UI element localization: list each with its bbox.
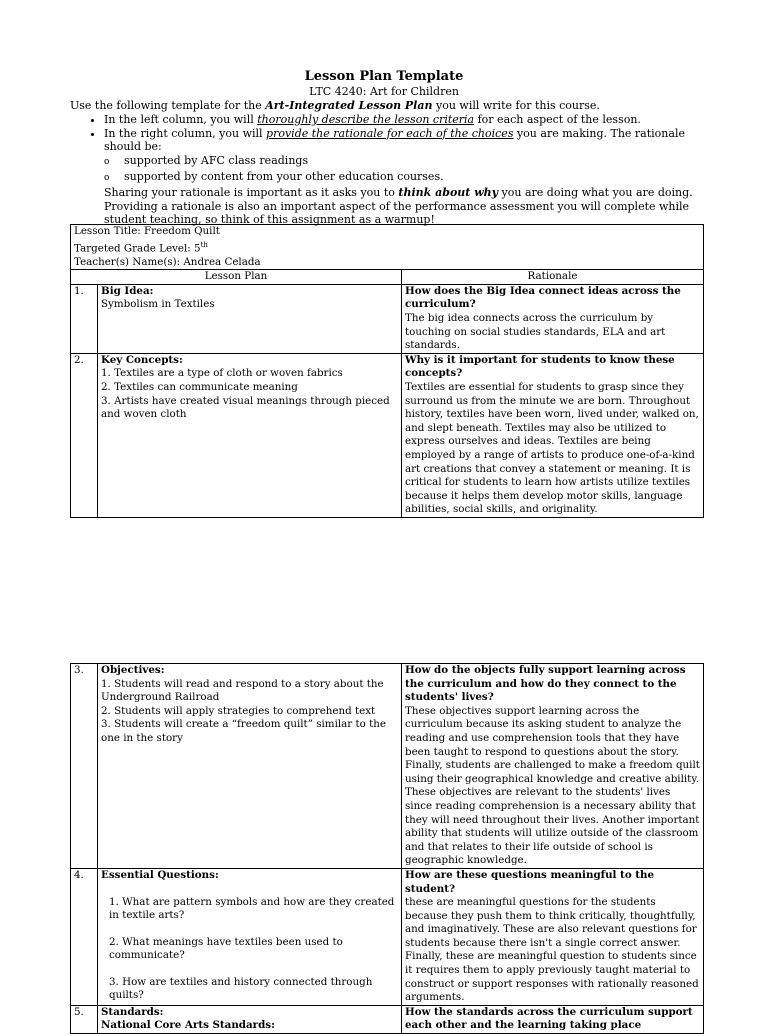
table-row <box>71 284 704 353</box>
lesson-table-part2 <box>70 663 704 1034</box>
rationale-question: How the standards across the curriculum support each other and the learning taking place <box>405 1005 693 1032</box>
plan-item: 1. Students will read and respond to a story about the Underground Railroad <box>101 677 384 704</box>
plan-heading: Key Concepts: <box>101 353 183 366</box>
instruction-bullet: • In the left column, you will thoroughly describe the lesson criteria for each aspect of the lesson. <box>104 113 710 127</box>
plan-cell <box>98 868 402 1005</box>
plan-heading: Essential Questions: <box>101 868 219 881</box>
table-row <box>71 353 704 517</box>
rationale-question: How does the Big Idea connect ideas across the curriculum? <box>405 284 681 311</box>
plan-item: 3. Students will create a “freedom quilt” similar to the one in the story <box>101 718 386 744</box>
course-name: LTC 4240: Art for Children <box>309 85 459 98</box>
plan-heading: Standards: <box>101 1005 164 1018</box>
table-row <box>71 868 704 1005</box>
rationale-cell <box>402 353 704 517</box>
grade-level: Targeted Grade Level: 5th <box>74 240 208 255</box>
lesson-title: Lesson Title: Freedom Quilt <box>74 225 220 237</box>
instruction-line: Use the following template for the Art-Integrated Lesson Plan you will write for this course. <box>70 99 600 112</box>
plan-cell <box>98 1005 402 1033</box>
plan-cell <box>98 353 402 517</box>
plan-item: 2. Students will apply strategies to comprehend text <box>101 704 376 717</box>
rationale-text: These objectives support learning across the curriculum because its asking student to analyze the reading and use comprehension tools that they have been taught to respond to questions about the story. Finally, students are challenged to make a freedom quilt using their geographical knowledge and creative ability. These objectives are relevant to the students' lives since reading comprehension is a necessary ability that they will need throughout their lives. Another important ability that students will utilize outside of the classroom and that relates to their life outside of school is geographic knowledge. <box>405 704 700 867</box>
instructions <box>70 99 710 227</box>
plan-item: 2. What meanings have textiles been used to communicate? <box>109 935 343 962</box>
instruction-subbullet: o supported by content from your other education courses. <box>124 170 710 186</box>
table-row <box>71 1005 704 1033</box>
rationale-text: The big idea connects across the curriculum by touching on social studies standards, ELA and art standards. <box>405 311 666 352</box>
rationale-cell <box>402 664 704 869</box>
rationale-text: these are meaningful questions for the students because they push them to think critically, thoughtfully, and imaginatively. These are also relevant questions for students because there isn't a single correct answer. Finally, these are meaningful question to students since it requires them to apply previously taught material to construct or support responses with rationally reasoned arguments. <box>405 896 699 1004</box>
lesson-info <box>71 225 704 270</box>
instruction-subbullet: o supported by AFC class readings <box>124 154 710 170</box>
rationale-cell <box>402 1005 704 1033</box>
rationale-question: How are these questions meaningful to the student? <box>405 868 655 895</box>
rationale-question: Why is it important for students to know these concepts? <box>405 353 675 380</box>
plan-item: 3. Artists have created visual meanings through pieced and woven cloth <box>101 394 390 421</box>
row-number: 4. <box>71 868 98 1005</box>
rationale-cell <box>402 284 704 353</box>
plan-item: 1. Textiles are a type of cloth or woven fabrics <box>101 367 343 380</box>
plan-heading: Big Idea: <box>101 284 154 297</box>
rationale-text: Textiles are essential for students to grasp since they surround us from the minute we are born. Throughout history, textiles have been worn, lived under, walked on, and slept beneath. Textiles may also be utilized to express ourselves and ideas. Textiles are being employed by a range of artists to produce one-of-a-kind art creations that convey a statement or meaning. It is critical for students to learn how artists utilize textiles because it helps them develop motor skills, language abilities, social skills, and originality. <box>405 380 699 516</box>
column-header-plan: Lesson Plan <box>71 270 402 285</box>
instruction-list <box>70 113 710 186</box>
plan-cell <box>98 664 402 869</box>
plan-item: 1. What are pattern symbols and how are they created in textile arts? <box>109 895 395 922</box>
row-number: 3. <box>71 664 98 869</box>
plan-item: 3. How are textiles and history connected through quilts? <box>109 975 373 1002</box>
rationale-question: How do the objects fully support learning across the curriculum and how do they connect to the students' lives? <box>405 664 686 704</box>
plan-subheading: National Core Arts Standards: <box>101 1019 275 1032</box>
plan-item: 2. Textiles can communicate meaning <box>101 380 298 393</box>
table-row <box>71 664 704 869</box>
instruction-bullet: • In the right column, you will provide the rationale for each of the choices you are making. The rationale should be: o supported by AFC class readings o supported by content from your other education courses. <box>104 127 710 186</box>
plan-cell <box>98 284 402 353</box>
plan-heading: Objectives: <box>101 664 165 676</box>
teacher-name: Teacher(s) Name(s): Andrea Celada <box>74 255 261 268</box>
column-header-rationale: Rationale <box>402 270 704 285</box>
instruction-paragraph: Sharing your rationale is important as it asks you to think about why you are doing what you are doing. Providing a rationale is also an important aspect of the performance assessment you will complete while student teaching, so think of this assignment as a warmup! <box>104 185 693 227</box>
row-number: 2. <box>71 353 98 517</box>
rationale-cell <box>402 868 704 1005</box>
lesson-table-part1 <box>70 224 704 518</box>
plan-item: Symbolism in Textiles <box>101 298 215 311</box>
row-number: 5. <box>71 1005 98 1033</box>
row-number: 1. <box>71 284 98 353</box>
page-title: Lesson Plan Template <box>304 69 464 84</box>
